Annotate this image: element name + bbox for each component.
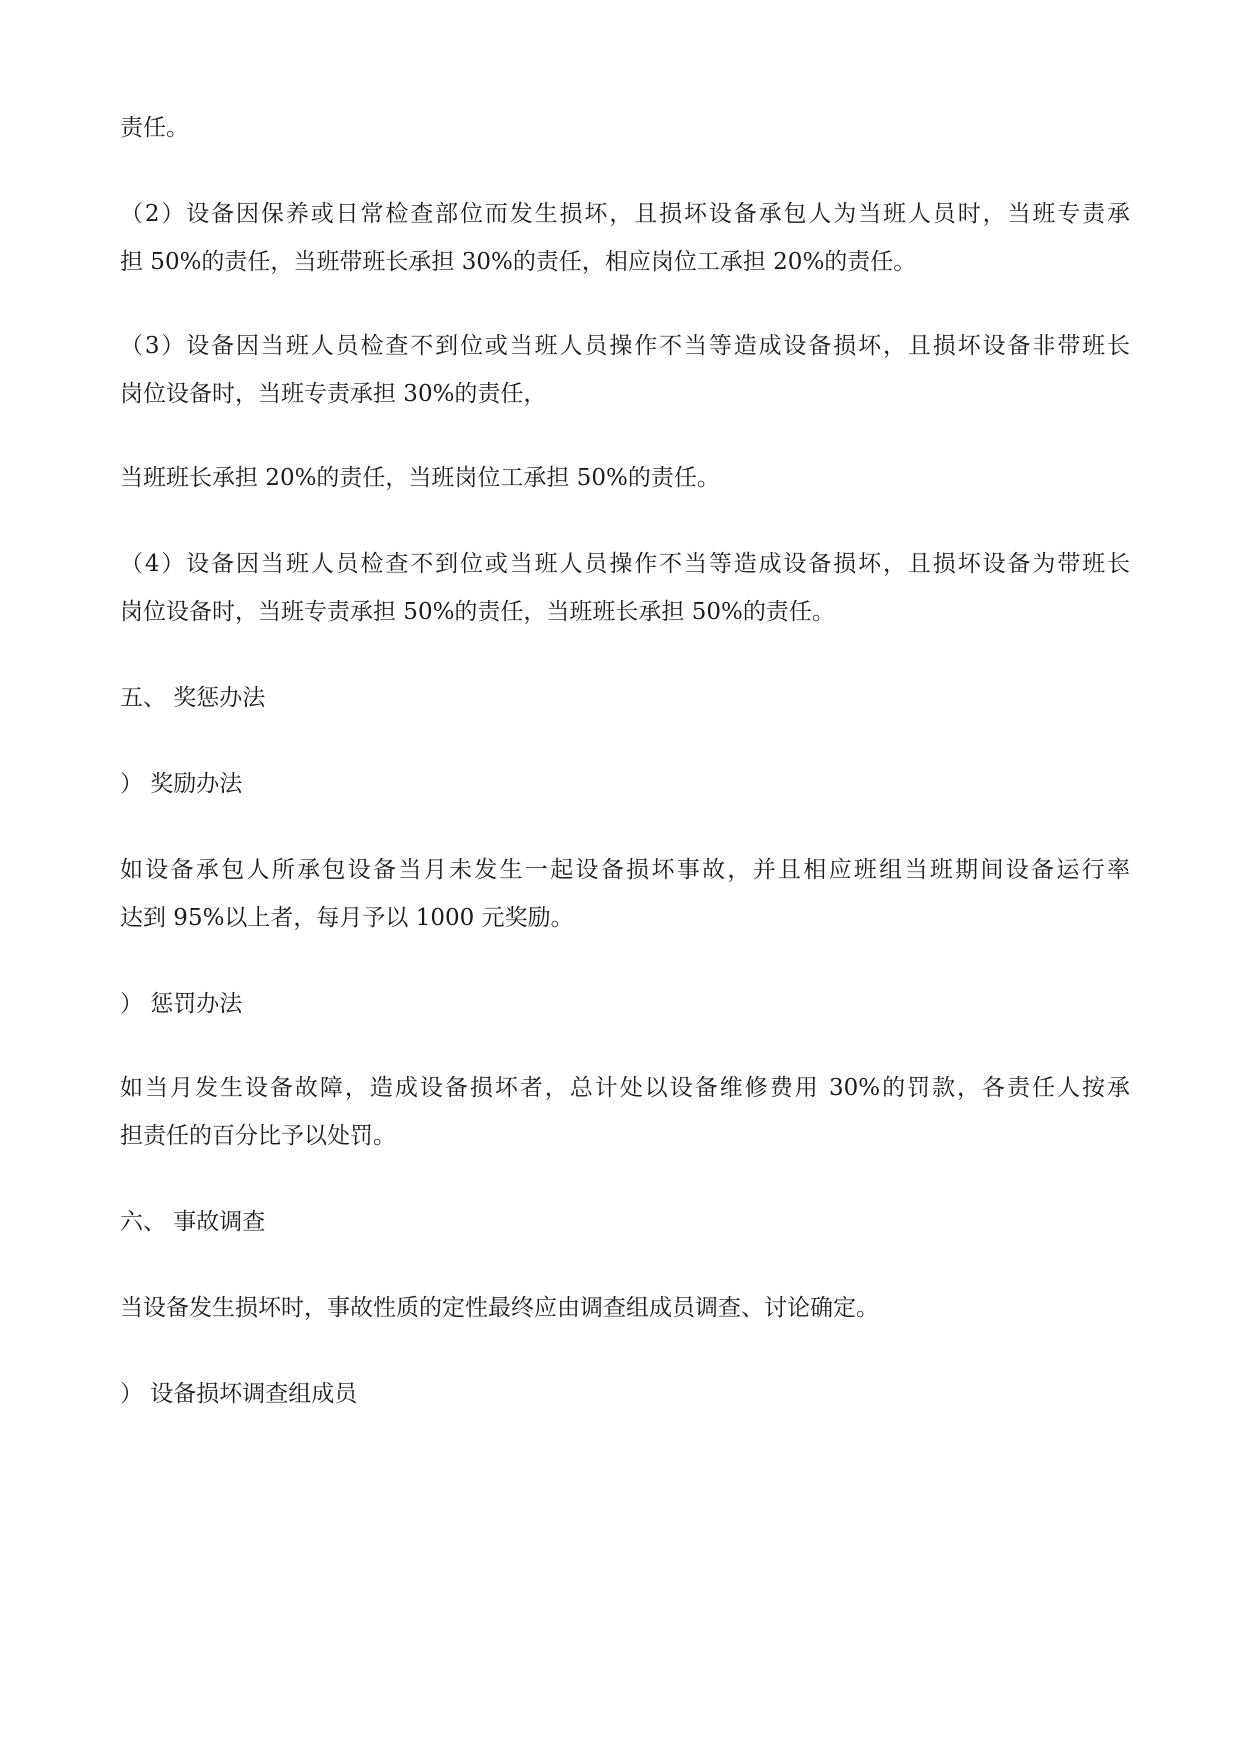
text-line: 岗位设备时，当班专责承担 50%的责任，当班班长承担 50%的责任。 — [120, 599, 835, 625]
text-line: （3）设备因当班人员检查不到位或当班人员操作不当等造成设备损坏，且损坏设备非带班长 — [120, 333, 1130, 359]
text-line: 如设备承包人所承包设备当月未发生一起设备损坏事故，并且相应班组当班期间设备运行率 — [120, 857, 1130, 883]
text-line: （4）设备因当班人员检查不到位或当班人员操作不当等造成设备损坏，且损坏设备为带班长 — [120, 551, 1130, 577]
text-line: 达到 95%以上者，每月予以 1000 元奖励。 — [120, 905, 574, 931]
text-line: 当班班长承担 20%的责任，当班岗位工承担 50%的责任。 — [120, 465, 720, 491]
subsection-heading: ） 设备损坏调查组成员 — [120, 1381, 358, 1407]
text-line: 岗位设备时，当班专责承担 30%的责任， — [120, 381, 547, 407]
text-line: 如当月发生设备故障，造成设备损坏者，总计处以设备维修费用 30%的罚款，各责任人按承 — [120, 1075, 1130, 1101]
text-line: 担 50%的责任，当班带班长承担 30%的责任，相应岗位工承担 20%的责任。 — [120, 249, 917, 275]
text-line: （2）设备因保养或日常检查部位而发生损坏，且损坏设备承包人为当班人员时，当班专责承 — [120, 201, 1130, 227]
subsection-heading: ） 奖励办法 — [120, 771, 243, 797]
subsection-heading: ） 惩罚办法 — [120, 991, 243, 1017]
section-heading: 五、 奖惩办法 — [120, 685, 266, 711]
text-line: 当设备发生损坏时，事故性质的定性最终应由调查组成员调查、讨论确定。 — [120, 1295, 879, 1321]
text-line: 担责任的百分比予以处罚。 — [120, 1123, 396, 1149]
section-heading: 六、 事故调查 — [120, 1209, 266, 1235]
text-line: 责任。 — [120, 115, 189, 141]
